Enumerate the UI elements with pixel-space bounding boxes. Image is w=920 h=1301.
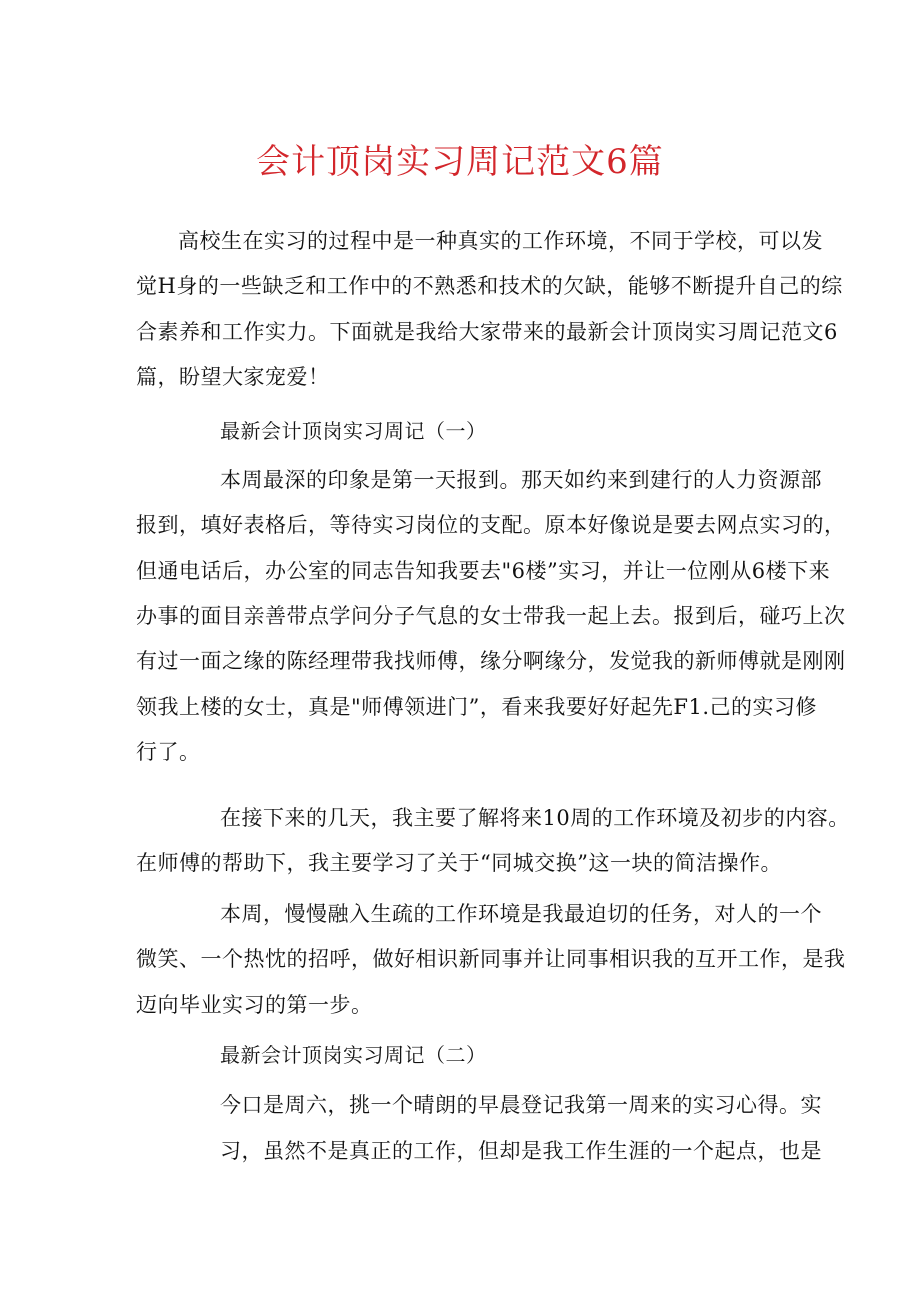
para1-line-5: 有过一面之缘的陈经理带我找师傅，缘分啊缘分，发觉我的新师傅就是刚刚 [136,649,846,673]
para1-line-7: 行了。 [136,740,201,764]
intro-line-3: 合素养和工作实力。下面就是我给大家带来的最新会计顶岗实习周记范文6 [136,320,838,344]
para2-line-1: 在接下来的几天，我主要了解将来10周的工作环境及初步的内容。 [220,806,850,830]
intro-line-2: 觉H身的一些缺乏和工作中的不熟悉和技术的欠缺，能够不断提升自己的综 [136,274,843,298]
section-heading-1: 最新会计顶岗实习周记（一） [220,419,487,443]
para1-line-6: 领我上楼的女士，真是"师傅领进门”，看来我要好好起先F1.己的实习修 [136,695,817,719]
para4-line-2: 习，虽然不是真正的工作，但却是我工作生涯的一个起点，也是 [220,1139,822,1163]
intro-line-4: 篇，盼望大家宠爱！ [136,365,330,389]
document-title: 会计顶岗实习周记范文6篇 [256,142,664,182]
para1-line-1: 本周最深的印象是第一天报到。那天如约来到建行的人力资源部 [220,468,822,492]
para4-line-1: 今口是周六，挑一个晴朗的早晨登记我第一周来的实习心得。实 [220,1093,822,1117]
para2-line-2: 在师傅的帮助下，我主要学习了关于“同城交换”这一块的简洁操作。 [136,851,782,875]
intro-line-1: 高校生在实习的过程中是一种真实的工作环境，不同于学校，可以发 [178,229,823,253]
para1-line-2: 报到，填好表格后，等待实习岗位的支配。原本好像说是要去网点实习的， [136,513,846,537]
para3-line-3: 迈向毕业实习的第一步。 [136,993,373,1017]
section-heading-2: 最新会计顶岗实习周记（二） [220,1043,487,1067]
para3-line-2: 微笑、一个热忱的招呼，做好相识新同事并让同事相识我的互开工作，是我 [136,947,846,971]
para3-line-1: 本周，慢慢融入生疏的工作环境是我最迫切的任务，对人的一个 [220,902,822,926]
para1-line-4: 办事的面目亲善带点学问分子气息的女士带我一起上去。报到后，碰巧上次 [136,604,846,628]
para1-line-3: 但通电话后，办公室的同志告知我要去"6楼”实习，并让一位刚从6楼下来 [136,559,831,583]
